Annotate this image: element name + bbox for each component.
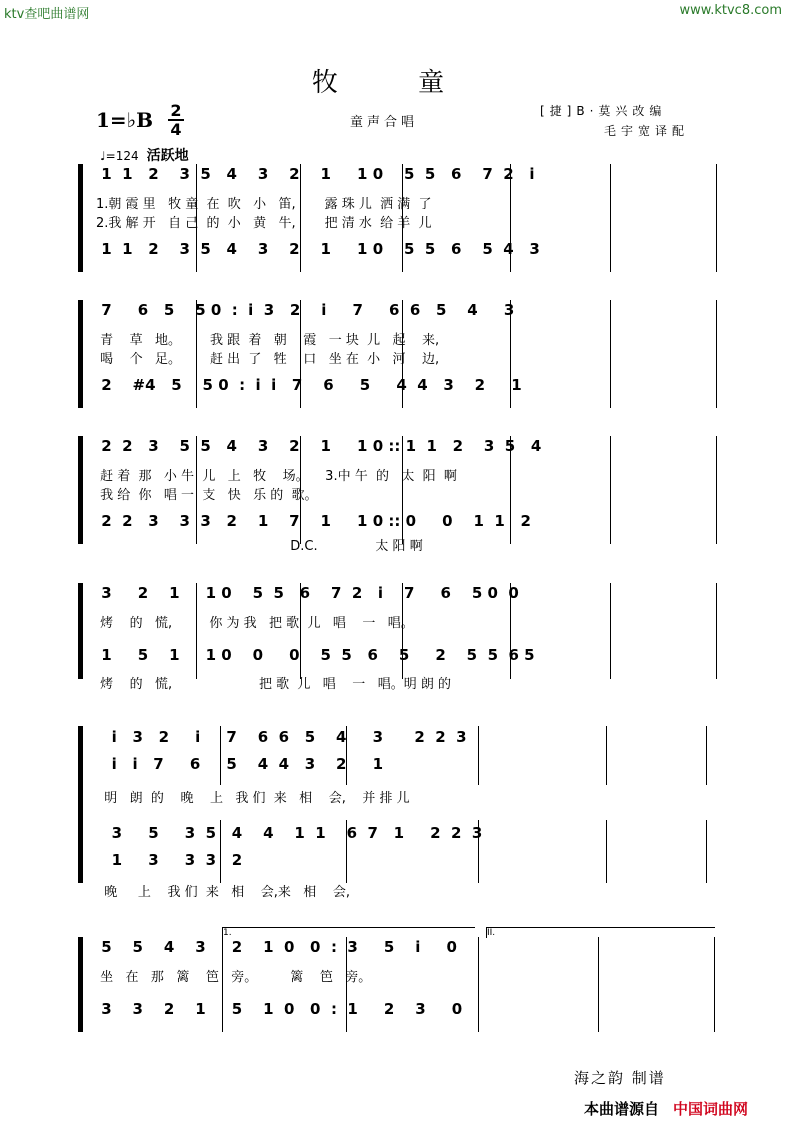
key-signature: 1=♭B (96, 108, 154, 132)
bar-line (606, 726, 607, 785)
notation-row: 1 1 2 3 5 4 3 2 1 1 0 5 5 6 5 4 3 (96, 240, 540, 258)
translator-credit: 毛宇宽译配 (604, 124, 690, 138)
subtitle: 童声合唱 (350, 115, 419, 130)
time-bottom: 4 (170, 120, 182, 139)
notation-row: 2 2 3 3 3 2 1 7 1 1 0 :: 0 0 1 1 2 (96, 512, 531, 530)
system-bracket-6 (78, 937, 83, 1032)
bar-line (706, 820, 707, 883)
lyric-row: 青 草 地。 我 跟 着 朝 霞 一 块 儿 起 来, (96, 333, 440, 348)
lyric-row: 烤 的 慌, 把 歌 儿 唱 一 唱。明 朗 的 (96, 677, 451, 692)
bar-line (714, 937, 715, 1032)
bar-line (610, 436, 611, 544)
bar-line (716, 164, 717, 272)
bar-line (706, 726, 707, 785)
bar-line (478, 726, 479, 785)
notation-row: i i 7 6 5 4 4 3 2 1 (96, 755, 383, 773)
watermark-right: www.ktvc8.com (679, 3, 782, 18)
lyric-row: 明 朗 的 晚 上 我 们 来 相 会, 并 排 儿 (96, 791, 410, 806)
lyric-row: 赶 着 那 小 牛 儿 上 牧 场。 3.中 午 的 太 阳 啊 (96, 469, 457, 484)
tempo-marking (100, 145, 189, 165)
notation-row: 5 5 4 3 2 1 0 0 : 3 5 i 0 (96, 938, 457, 956)
source-site: 中国词曲网 (673, 1100, 749, 1118)
bar-line (598, 937, 599, 1032)
lyric-row: 2.我 解 开 自 己 的 小 黄 牛, 把 清 水 给 羊 儿 (96, 216, 432, 231)
lyric-row: 晚 上 我 们 来 相 会,来 相 会, (96, 885, 350, 900)
system-bracket-2 (78, 300, 83, 408)
notation-row: 2 #4 5 5 0 : i i 7 6 5 4 4 3 2 1 (96, 376, 522, 394)
notation-row: 1 3 3 3 2 (96, 851, 243, 869)
tempo-word: 活跃地 (146, 148, 189, 164)
bar-line (478, 937, 479, 1032)
volta-first: 1. (222, 927, 475, 938)
bar-line (610, 300, 611, 408)
bar-line (610, 583, 611, 679)
system-bracket-3 (78, 436, 83, 544)
notation-row: 1 5 1 1 0 0 0 5 5 6 5 2 5 5 6 5 (96, 646, 535, 664)
song-title: 牧 童 (311, 68, 481, 98)
transcriber-credit: 海之韵 制谱 (574, 1069, 666, 1087)
time-top: 2 (170, 101, 182, 120)
tempo-value: ♩=124 (100, 149, 139, 163)
notation-row: 1 1 2 3 5 4 3 2 1 1 0 5 5 6 7 2 i (96, 165, 535, 183)
notation-row: 3 2 1 1 0 5 5 6 7 2 i 7 6 5 0 0 (96, 584, 519, 602)
bar-line (610, 164, 611, 272)
source-text: 本曲谱源自 (584, 1100, 660, 1118)
time-signature (166, 102, 186, 138)
lyric-row: 1.朝 霞 里 牧 童 在 吹 小 笛, 露 珠 儿 洒 满 了 (96, 197, 432, 212)
notation-row: 3 3 2 1 5 1 0 0 : 1 2 3 0 (96, 1000, 463, 1018)
notation-row: 2 2 3 5 5 4 3 2 1 1 0 :: 1 1 2 3 5 4 (96, 437, 542, 455)
bar-line (716, 583, 717, 679)
lyric-row: 喝 个 足。 赶 出 了 牲 口 坐 在 小 河 边, (96, 352, 440, 367)
lyric-row: 烤 的 慌, 你 为 我 把 歌 儿 唱 一 唱。 (96, 616, 414, 631)
system-bracket-1 (78, 164, 83, 272)
notation-row: 3 5 3 5 4 4 1 1 6 7 1 2 2 3 (96, 824, 483, 842)
system-bracket-4 (78, 583, 83, 679)
source-line (584, 1098, 748, 1119)
lyric-row: 坐 在 那 篱 笆 旁。 篱 笆 旁。 (96, 970, 372, 985)
bar-line (716, 300, 717, 408)
bar-line (716, 436, 717, 544)
watermark-left: ktv查吧曲谱网 (4, 7, 90, 22)
notation-row: i 3 2 i 7 6 6 5 4 3 2 2 3 (96, 728, 467, 746)
bar-line (606, 820, 607, 883)
lyric-row: 我 给 你 唱 一 支 快 乐 的 歌。 (96, 488, 318, 503)
lyric-row: D.C. 太 阳 啊 (96, 539, 423, 554)
arranger-credit: [捷]B·莫兴改编 (540, 104, 667, 118)
notation-row: 7 6 5 5 0 : i 3 2 i 7 6 6 5 4 3 (96, 301, 515, 319)
system-bracket-5 (78, 726, 83, 883)
volta-second: II. (486, 927, 715, 938)
